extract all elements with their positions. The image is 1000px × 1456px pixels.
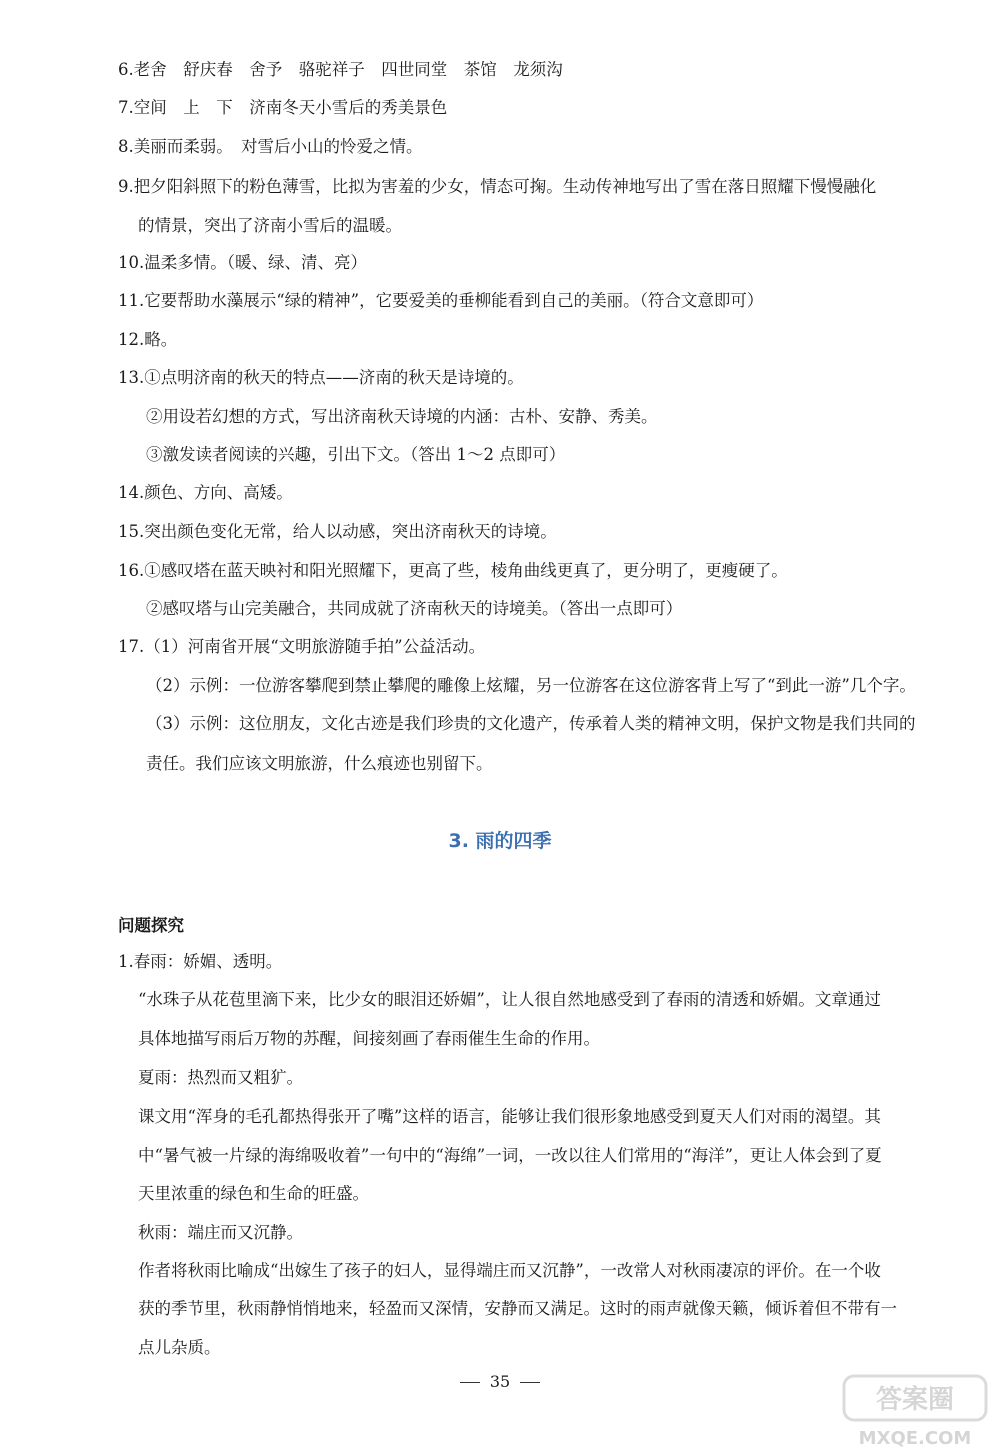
page-number-text: 35 bbox=[489, 1372, 511, 1391]
answer-line: 获的季节里，秋雨静悄悄地来，轻盈而又深情，安静而又满足。这时的雨声就像天籁，倾诉着但不带有一 bbox=[138, 1299, 897, 1318]
answer-line: 中“暑气被一片绿的海绵吸收着”一句中的“海绵”一词，一改以往人们常用的“海洋”，更让人体会到了夏 bbox=[138, 1146, 882, 1165]
answer-line: 天里浓重的绿色和生命的旺盛。 bbox=[138, 1184, 369, 1203]
answer-line: 14.颜色、方向、高矮。 bbox=[118, 483, 293, 502]
answer-line: 具体地描写雨后万物的苏醒，间接刻画了春雨催生生命的作用。 bbox=[138, 1029, 600, 1048]
answer-line: 10.温柔多情。（暖、绿、清、亮） bbox=[118, 253, 367, 272]
answer-line: 的情景，突出了济南小雪后的温暖。 bbox=[138, 216, 402, 235]
dash-left bbox=[460, 1382, 480, 1383]
answer-line: （3）示例：这位朋友，文化古迹是我们珍贵的文化遗产，传承着人类的精神文明，保护文物是我们共同的 bbox=[146, 714, 916, 733]
svg-text:答案圈: 答案圈 bbox=[875, 1385, 955, 1415]
answer-line: 11.它要帮助水藻展示“绿的精神”，它要爱美的垂柳能看到自己的美丽。（符合文意即可） bbox=[118, 291, 764, 310]
answer-line: 17.（1）河南省开展“文明旅游随手拍”公益活动。 bbox=[118, 637, 486, 656]
answer-line: 作者将秋雨比喻成“出嫁生了孩子的妇人，显得端庄而又沉静”，一改常人对秋雨凄凉的评价。在一个收 bbox=[138, 1261, 881, 1280]
answer-line: （2）示例：一位游客攀爬到禁止攀爬的雕像上炫耀，另一位游客在这位游客背上写了“到此一游”几个字。 bbox=[146, 676, 916, 695]
answer-line: 夏雨：热烈而又粗犷。 bbox=[138, 1068, 303, 1087]
answer-line: 7.空间 上 下 济南冬天小雪后的秀美景色 bbox=[118, 98, 448, 117]
answer-line: ②感叹塔与山完美融合，共同成就了济南秋天的诗境美。（答出一点即可） bbox=[146, 599, 683, 618]
answer-line: ③激发读者阅读的兴趣，引出下文。（答出 1～2 点即可） bbox=[146, 445, 566, 464]
watermark-logo bbox=[840, 1370, 990, 1450]
answer-line: 点儿杂质。 bbox=[138, 1338, 221, 1357]
subheading: 问题探究 bbox=[118, 916, 184, 935]
answer-line: 13.①点明济南的秋天的特点——济南的秋天是诗境的。 bbox=[118, 368, 524, 387]
answer-line: 6.老舍 舒庆春 舍予 骆驼祥子 四世同堂 茶馆 龙须沟 bbox=[118, 60, 563, 79]
section-title: 3. 雨的四季 bbox=[448, 830, 552, 852]
answer-line: 秋雨：端庄而又沉静。 bbox=[138, 1223, 303, 1242]
answer-line: “水珠子从花苞里滴下来，比少女的眼泪还娇媚”，让人很自然地感受到了春雨的清透和娇媚。文章通过 bbox=[138, 990, 881, 1009]
answer-line: 9.把夕阳斜照下的粉色薄雪，比拟为害羞的少女，情态可掬。生动传神地写出了雪在落日照耀下慢慢融化 bbox=[118, 177, 877, 196]
answer-line: 8.美丽而柔弱。 对雪后小山的怜爱之情。 bbox=[118, 137, 423, 156]
answer-line: 16.①感叹塔在蓝天映衬和阳光照耀下，更高了些，棱角曲线更真了，更分明了，更瘦硬了。 bbox=[118, 561, 788, 580]
answer-line: 责任。我们应该文明旅游，什么痕迹也别留下。 bbox=[146, 754, 493, 773]
answer-line: ②用设若幻想的方式，写出济南秋天诗境的内涵：古朴、安静、秀美。 bbox=[146, 407, 658, 426]
answer-line: 课文用“浑身的毛孔都热得张开了嘴”这样的语言，能够让我们很形象地感受到夏天人们对雨的渴望。其 bbox=[138, 1107, 881, 1126]
answer-line: 1.春雨：娇媚、透明。 bbox=[118, 952, 283, 971]
dash-right bbox=[520, 1382, 540, 1383]
svg-text:MXQE.COM: MXQE.COM bbox=[858, 1428, 972, 1449]
answer-line: 12.略。 bbox=[118, 330, 178, 349]
answer-line: 15.突出颜色变化无常，给人以动感，突出济南秋天的诗境。 bbox=[118, 522, 557, 541]
